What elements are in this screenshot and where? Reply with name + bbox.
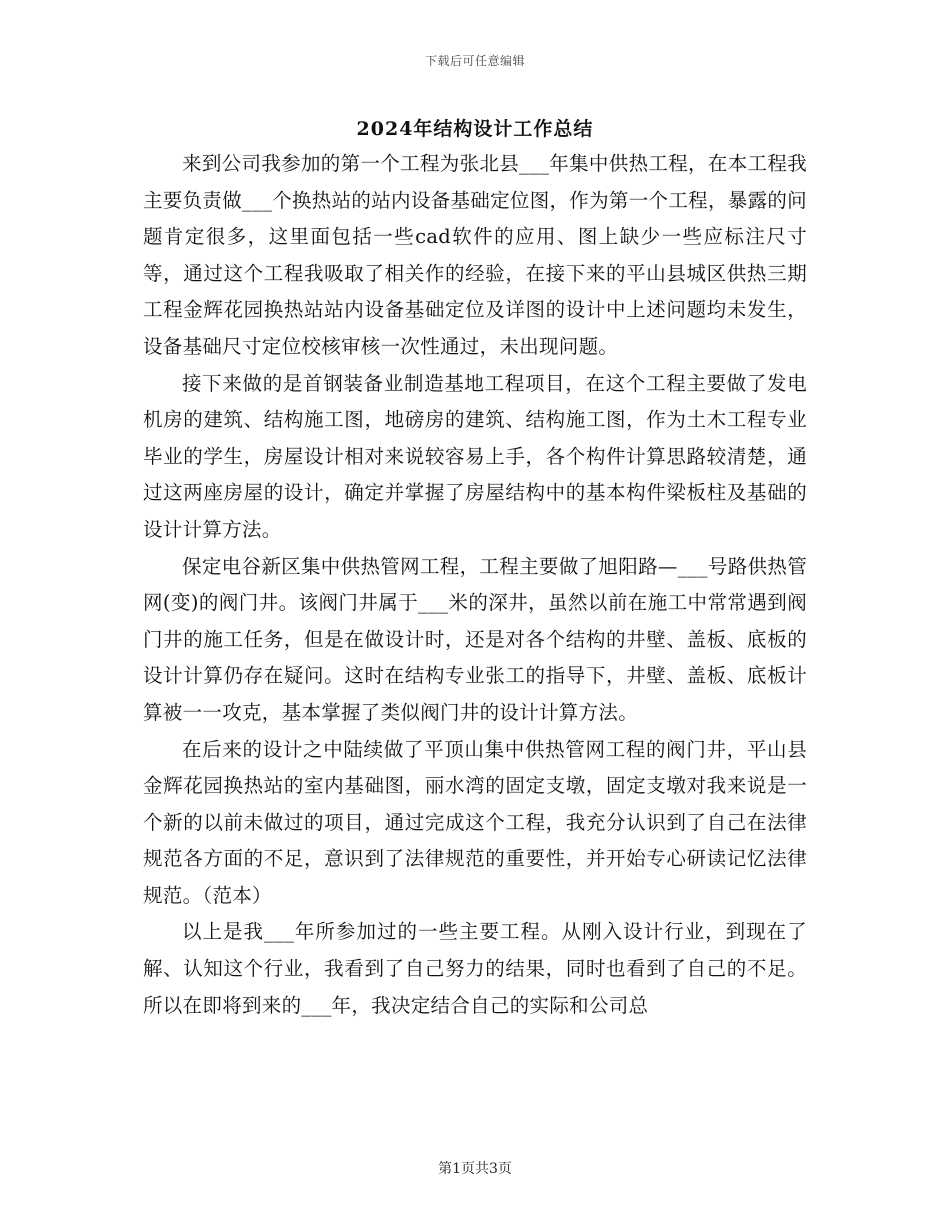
paragraph: 保定电谷新区集中供热管网工程，工程主要做了旭阳路—___号路供热管网(变)的阀门井。该阀门井属于___米的深井，虽然以前在施工中常常遇到阀门井的施工任务，但是在做设计时，还是对各个结构的井壁、盖板、底板的设计计算仍存在疑问。这时在结构专业张工的指导下，井壁、盖板、底板计算被一一攻克，基本掌握了类似阀门井的设计计算方法。 (143, 554, 807, 724)
document-body (143, 146, 807, 1024)
page-number: 第1页共3页 (438, 1161, 512, 1177)
paragraph: 来到公司我参加的第一个工程为张北县___年集中供热工程，在本工程我主要负责做___个换热站的站内设备基础定位图，作为第一个工程，暴露的问题肯定很多，这里面包括一些cad软件的应用、图上缺少一些应标注尺寸等，通过这个工程我吸取了相关作的经验，在接下来的平山县城区供热三期工程金辉花园换热站站内设备基础定位及详图的设计中上述问题均未发生，设备基础尺寸定位校核审核一次性通过，未出现问题。 (143, 152, 807, 358)
paragraph: 以上是我___年所参加过的一些主要工程。从刚入设计行业，到现在了解、认知这个行业，我看到了自己努力的结果，同时也看到了自己的不足。所以在即将到来的___年，我决定结合自己的实际和公司总 (143, 920, 807, 1017)
page-header-note: 下载后可任意编辑 (424, 54, 525, 68)
document-title: 2024年结构设计工作总结 (356, 118, 594, 140)
paragraph: 在后来的设计之中陆续做了平顶山集中供热管网工程的阀门井，平山县金辉花园换热站的室内基础图，丽水湾的固定支墩，固定支墩对我来说是一个新的以前未做过的项目，通过完成这个工程，我充分认识到了自己在法律规范各方面的不足，意识到了法律规范的重要性，并开始专心研读记忆法律规范。（范本） (143, 737, 807, 907)
paragraph: 接下来做的是首钢装备业制造基地工程项目，在这个工程主要做了发电机房的建筑、结构施工图，地磅房的建筑、结构施工图，作为土木工程专业毕业的学生，房屋设计相对来说较容易上手，各个构件计算思路较清楚，通过这两座房屋的设计，确定并掌握了房屋结构中的基本构件梁板柱及基础的设计计算方法。 (143, 371, 807, 541)
